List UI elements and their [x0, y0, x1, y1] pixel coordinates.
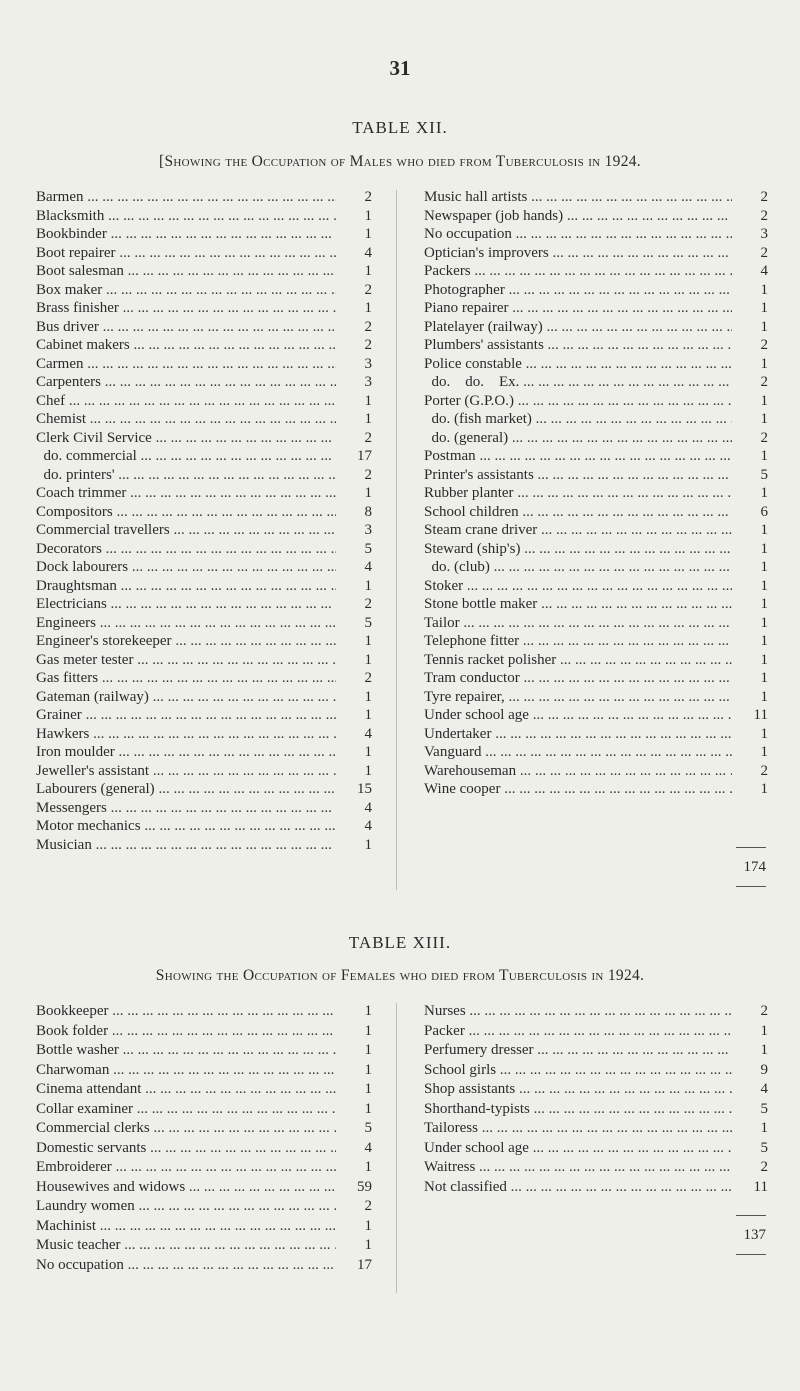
- occupation-label: Boot repairer ... .: [36, 245, 336, 262]
- death-count: 3: [364, 355, 372, 372]
- occupation-label: Clerk Civil Service ... .: [36, 430, 336, 447]
- death-count: 1: [364, 744, 372, 760]
- occupation-label: Cinema attendant ... .: [36, 1081, 336, 1098]
- death-count: 3: [364, 522, 372, 538]
- table-row: [424, 1179, 768, 1199]
- death-count: 1: [760, 300, 768, 316]
- death-count: 2: [760, 207, 768, 224]
- death-count: 9: [760, 1061, 768, 1078]
- occupation-label: Shorthand-typists ... .: [424, 1101, 732, 1118]
- occupation-label: Waitress ... .: [424, 1159, 732, 1176]
- death-count: 4: [364, 559, 372, 575]
- occupation-label: Police constable ... .: [424, 356, 732, 373]
- occupation-label: Labourers (general) ... .: [36, 781, 336, 798]
- table-row: [36, 411, 372, 431]
- occupation-label: No occupation ... .: [36, 1257, 336, 1274]
- occupation-label: Nurses ... .: [424, 1003, 732, 1020]
- death-count: 11: [753, 707, 768, 723]
- occupation-label: Charwoman ... .: [36, 1062, 336, 1079]
- death-count: 1: [364, 651, 372, 668]
- death-count: 1: [364, 762, 372, 779]
- table-row: [424, 726, 768, 746]
- death-count: 2: [760, 244, 768, 261]
- death-count: 1: [760, 448, 768, 464]
- occupation-label: Chef ... .: [36, 393, 336, 410]
- death-count: 1: [364, 577, 372, 594]
- table-xii-column-divider: [396, 190, 397, 890]
- death-count: 2: [760, 189, 768, 205]
- death-count: 1: [760, 559, 768, 575]
- table-row: [424, 744, 768, 764]
- table-row: [36, 781, 372, 801]
- table-row: [424, 393, 768, 413]
- occupation-label: Vanguard ... .: [424, 744, 732, 761]
- occupation-label: Music hall artists ... .: [424, 189, 732, 206]
- table-row: [424, 1042, 768, 1062]
- table-row: [424, 541, 768, 561]
- table-row: [36, 1101, 372, 1121]
- occupation-label: Tyre repairer, ... .: [424, 689, 732, 706]
- death-count: 8: [364, 503, 372, 520]
- occupation-label: Engineer's storekeeper ... .: [36, 633, 336, 650]
- death-count: 2: [364, 281, 372, 298]
- table-row: [424, 282, 768, 302]
- death-count: 2: [760, 762, 768, 779]
- occupation-label: Rubber planter ... .: [424, 485, 732, 502]
- occupation-label: Commercial travellers ... .: [36, 522, 336, 539]
- occupation-label: Platelayer (railway) ... .: [424, 319, 732, 336]
- occupation-label: Shop assistants ... .: [424, 1081, 732, 1098]
- table-row: [36, 300, 372, 320]
- table-row: [36, 208, 372, 228]
- death-count: 3: [364, 374, 372, 390]
- occupation-label: Stoker ... .: [424, 578, 732, 595]
- table-row: [424, 763, 768, 783]
- table-row: [36, 430, 372, 450]
- table-row: [36, 337, 372, 357]
- occupation-label: Hawkers ... .: [36, 726, 336, 743]
- table-row: [36, 467, 372, 487]
- occupation-label: Barmen ... .: [36, 189, 336, 206]
- death-count: 2: [760, 1003, 768, 1019]
- death-count: 1: [760, 744, 768, 760]
- occupation-label: Photographer ... .: [424, 282, 732, 299]
- table-row: [36, 1062, 372, 1082]
- occupation-label: do. (fish market) ... .: [424, 411, 732, 428]
- death-count: 6: [760, 503, 768, 520]
- table-row: [424, 1101, 768, 1121]
- occupation-label: Brass finisher ... .: [36, 300, 336, 317]
- table-row: [36, 319, 372, 339]
- occupation-label: Steward (ship's) ... .: [424, 541, 732, 558]
- death-count: 2: [760, 429, 768, 446]
- occupation-label: Iron moulder ... .: [36, 744, 336, 761]
- death-count: 1: [760, 1120, 768, 1136]
- death-count: 2: [760, 1159, 768, 1175]
- table-row: [36, 1081, 372, 1101]
- table-row: [424, 189, 768, 209]
- table-row: [424, 596, 768, 616]
- occupation-label: Bookkeeper ... .: [36, 1003, 336, 1020]
- table-row: [424, 781, 768, 801]
- occupation-label: Domestic servants ... .: [36, 1140, 336, 1157]
- death-count: 1: [364, 485, 372, 501]
- table-row: [36, 837, 372, 857]
- table-xii-caption: [Showing the Occupation of Males who died from Tuberculosis in 1924.: [159, 153, 641, 170]
- table-xiii-caption: Showing the Occupation of Females who died from Tuberculosis in 1924.: [155, 967, 645, 984]
- occupation-label: Music teacher ... .: [36, 1237, 336, 1254]
- occupation-label: Embroiderer ... .: [36, 1159, 336, 1176]
- death-count: 1: [760, 281, 768, 298]
- death-count: 1: [364, 1100, 372, 1117]
- death-count: 2: [364, 337, 372, 353]
- occupation-label: Carmen ... .: [36, 356, 336, 373]
- table-xiii-total-underline: [736, 1254, 766, 1255]
- occupation-label: Jeweller's assistant ... .: [36, 763, 336, 780]
- table-row: [424, 707, 768, 727]
- table-row: [424, 263, 768, 283]
- death-count: 2: [364, 189, 372, 205]
- death-count: 1: [760, 577, 768, 594]
- table-row: [36, 689, 372, 709]
- occupation-label: Chemist ... .: [36, 411, 336, 428]
- death-count: 1: [760, 411, 768, 427]
- death-count: 4: [364, 799, 372, 816]
- occupation-label: Not classified ... .: [424, 1179, 732, 1196]
- occupation-label: Telephone fitter ... .: [424, 633, 732, 650]
- table-xiii-column-divider: [396, 1003, 397, 1293]
- death-count: 1: [364, 1081, 372, 1097]
- table-row: [424, 411, 768, 431]
- occupation-label: Housewives and widows ... .: [36, 1179, 336, 1196]
- occupation-label: Book folder ... .: [36, 1023, 336, 1040]
- table-row: [424, 337, 768, 357]
- occupation-label: Musician ... .: [36, 837, 336, 854]
- death-count: 1: [364, 1003, 372, 1019]
- occupation-label: Motor mechanics ... .: [36, 818, 336, 835]
- death-count: 1: [760, 392, 768, 409]
- table-row: [424, 670, 768, 690]
- death-count: 1: [760, 688, 768, 705]
- death-count: 4: [364, 725, 372, 742]
- table-row: [36, 707, 372, 727]
- table-row: [424, 1081, 768, 1101]
- table-row: [36, 1179, 372, 1199]
- table-row: [36, 282, 372, 302]
- occupation-label: Optician's improvers ... .: [424, 245, 732, 262]
- occupation-label: Grainer ... .: [36, 707, 336, 724]
- occupation-label: Newspaper (job hands) ... .: [424, 208, 732, 225]
- table-row: [424, 1062, 768, 1082]
- occupation-label: Decorators ... .: [36, 541, 336, 558]
- table-row: [36, 1237, 372, 1257]
- occupation-label: School children ... .: [424, 504, 732, 521]
- death-count: 1: [760, 725, 768, 742]
- death-count: 5: [760, 1100, 768, 1117]
- death-count: 1: [760, 485, 768, 501]
- death-count: 17: [357, 1256, 372, 1273]
- death-count: 2: [364, 466, 372, 483]
- death-count: 1: [760, 651, 768, 668]
- table-row: [424, 689, 768, 709]
- table-row: [36, 522, 372, 542]
- death-count: 4: [364, 818, 372, 834]
- table-row: [36, 670, 372, 690]
- table-row: [36, 596, 372, 616]
- table-row: [424, 578, 768, 598]
- occupation-label: Tailor ... .: [424, 615, 732, 632]
- occupation-label: Steam crane driver ... .: [424, 522, 732, 539]
- table-row: [36, 263, 372, 283]
- death-count: 1: [364, 1042, 372, 1058]
- table-xii-title: TABLE XII.: [352, 118, 448, 137]
- death-count: 4: [760, 1081, 768, 1097]
- table-row: [36, 1218, 372, 1238]
- death-count: 2: [364, 596, 372, 612]
- death-count: 1: [760, 781, 768, 797]
- table-row: [36, 245, 372, 265]
- table-row: [424, 448, 768, 468]
- death-count: 1: [760, 1022, 768, 1039]
- death-count: 5: [364, 540, 372, 557]
- death-count: 1: [364, 633, 372, 649]
- death-count: 2: [364, 1198, 372, 1214]
- table-row: [36, 448, 372, 468]
- table-row: [36, 615, 372, 635]
- page-number: 31: [389, 56, 411, 80]
- death-count: 1: [364, 207, 372, 224]
- table-row: [424, 245, 768, 265]
- death-count: 1: [364, 1237, 372, 1253]
- occupation-label: Electricians ... .: [36, 596, 336, 613]
- table-row: [36, 578, 372, 598]
- death-count: 4: [760, 263, 768, 279]
- death-count: 1: [364, 707, 372, 723]
- occupation-label: Under school age ... .: [424, 707, 732, 724]
- death-count: 5: [760, 1139, 768, 1156]
- table-row: [424, 226, 768, 246]
- table-row: [424, 356, 768, 376]
- table-xiii-sum-line: [736, 1215, 766, 1216]
- death-count: 1: [364, 226, 372, 242]
- death-count: 1: [760, 355, 768, 372]
- table-row: [424, 430, 768, 450]
- occupation-label: Laundry women ... .: [36, 1198, 336, 1215]
- table-row: [36, 800, 372, 820]
- table-row: [424, 485, 768, 505]
- table-row: [424, 522, 768, 542]
- death-count: 1: [364, 411, 372, 427]
- occupation-label: No occupation ... .: [424, 226, 732, 243]
- death-count: 1: [760, 540, 768, 557]
- occupation-label: Bookbinder ... .: [36, 226, 336, 243]
- occupation-label: Gateman (railway) ... .: [36, 689, 336, 706]
- occupation-label: Boot salesman ... .: [36, 263, 336, 280]
- occupation-label: Engineers ... .: [36, 615, 336, 632]
- table-row: [424, 615, 768, 635]
- occupation-label: Commercial clerks ... .: [36, 1120, 336, 1137]
- occupation-label: Dock labourers ... .: [36, 559, 336, 576]
- occupation-label: Bottle washer ... .: [36, 1042, 336, 1059]
- death-count: 1: [760, 596, 768, 612]
- table-row: [36, 1023, 372, 1043]
- table-row: [424, 374, 768, 394]
- occupation-label: Postman ... .: [424, 448, 732, 465]
- occupation-label: Messengers ... .: [36, 800, 336, 817]
- table-row: [424, 1120, 768, 1140]
- occupation-label: Plumbers' assistants ... .: [424, 337, 732, 354]
- table-row: [36, 485, 372, 505]
- death-count: 1: [760, 1042, 768, 1058]
- occupation-label: Blacksmith ... .: [36, 208, 336, 225]
- occupation-label: Collar examiner ... .: [36, 1101, 336, 1118]
- occupation-label: Stone bottle maker ... .: [424, 596, 732, 613]
- occupation-label: Porter (G.P.O.) ... .: [424, 393, 732, 410]
- death-count: 1: [364, 392, 372, 409]
- occupation-label: Cabinet makers ... .: [36, 337, 336, 354]
- table-row: [36, 744, 372, 764]
- death-count: 2: [364, 429, 372, 446]
- table-row: [424, 319, 768, 339]
- death-count: 5: [364, 614, 372, 631]
- death-count: 11: [753, 1178, 768, 1195]
- occupation-label: Gas fitters ... .: [36, 670, 336, 687]
- table-row: [36, 226, 372, 246]
- death-count: 1: [364, 1217, 372, 1234]
- occupation-label: Tennis racket polisher ... .: [424, 652, 732, 669]
- occupation-label: School girls ... .: [424, 1062, 732, 1079]
- occupation-label: Carpenters ... .: [36, 374, 336, 391]
- death-count: 1: [760, 670, 768, 686]
- death-count: 2: [364, 670, 372, 686]
- death-count: 1: [760, 522, 768, 538]
- table-row: [36, 559, 372, 579]
- death-count: 15: [357, 781, 372, 797]
- table-row: [424, 1140, 768, 1160]
- table-row: [36, 763, 372, 783]
- table-xiii-title: TABLE XIII.: [348, 933, 452, 952]
- death-count: 1: [364, 1061, 372, 1078]
- death-count: 1: [760, 633, 768, 649]
- occupation-label: do. printers' ... .: [36, 467, 336, 484]
- table-row: [424, 559, 768, 579]
- table-row: [424, 208, 768, 228]
- occupation-label: do. do. Ex. ... .: [424, 374, 732, 391]
- table-row: [424, 652, 768, 672]
- death-count: 3: [760, 226, 768, 242]
- death-count: 2: [760, 337, 768, 353]
- death-count: 1: [364, 688, 372, 705]
- table-row: [424, 1159, 768, 1179]
- table-row: [424, 633, 768, 653]
- occupation-label: Bus driver ... .: [36, 319, 336, 336]
- table-row: [36, 356, 372, 376]
- table-row: [36, 1159, 372, 1179]
- death-count: 1: [364, 263, 372, 279]
- occupation-label: Box maker ... .: [36, 282, 336, 299]
- table-row: [424, 1023, 768, 1043]
- table-row: [424, 300, 768, 320]
- occupation-label: Perfumery dresser ... .: [424, 1042, 732, 1059]
- table-row: [36, 652, 372, 672]
- table-row: [36, 1257, 372, 1277]
- occupation-label: Packers ... .: [424, 263, 732, 280]
- death-count: 5: [760, 466, 768, 483]
- occupation-label: do. commercial ... .: [36, 448, 336, 465]
- table-row: [36, 633, 372, 653]
- death-count: 2: [364, 318, 372, 335]
- table-row: [424, 504, 768, 524]
- occupation-label: Machinist ... .: [36, 1218, 336, 1235]
- table-row: [36, 818, 372, 838]
- death-count: 1: [760, 318, 768, 335]
- occupation-label: Compositors ... .: [36, 504, 336, 521]
- occupation-label: Draughtsman ... .: [36, 578, 336, 595]
- table-row: [424, 467, 768, 487]
- occupation-label: Gas meter tester ... .: [36, 652, 336, 669]
- death-count: 4: [364, 1139, 372, 1156]
- occupation-label: Printer's assistants ... .: [424, 467, 732, 484]
- table-row: [36, 1042, 372, 1062]
- occupation-label: do. (general) ... .: [424, 430, 732, 447]
- table-row: [424, 1003, 768, 1023]
- occupation-label: Wine cooper ... .: [424, 781, 732, 798]
- death-count: 1: [364, 1022, 372, 1039]
- occupation-label: Tailoress ... .: [424, 1120, 732, 1137]
- death-count: 59: [357, 1178, 372, 1195]
- occupation-label: Coach trimmer ... .: [36, 485, 336, 502]
- table-row: [36, 1140, 372, 1160]
- death-count: 1: [364, 836, 372, 853]
- table-xii-total-underline: [736, 886, 766, 887]
- table-row: [36, 726, 372, 746]
- occupation-label: Under school age ... .: [424, 1140, 732, 1157]
- occupation-label: Warehouseman ... .: [424, 763, 732, 780]
- table-xiii-total: 137: [743, 1227, 766, 1243]
- table-xii-total: 174: [743, 859, 766, 875]
- table-row: [36, 541, 372, 561]
- occupation-label: Tram conductor ... .: [424, 670, 732, 687]
- occupation-label: do. (club) ... .: [424, 559, 732, 576]
- table-row: [36, 1120, 372, 1140]
- table-row: [36, 393, 372, 413]
- table-row: [36, 189, 372, 209]
- table-xii-sum-line: [736, 847, 766, 848]
- table-row: [36, 504, 372, 524]
- death-count: 1: [364, 300, 372, 316]
- occupation-label: Packer ... .: [424, 1023, 732, 1040]
- table-row: [36, 1198, 372, 1218]
- death-count: 5: [364, 1120, 372, 1136]
- table-row: [36, 374, 372, 394]
- occupation-label: Undertaker ... .: [424, 726, 732, 743]
- death-count: 4: [364, 244, 372, 261]
- occupation-label: Piano repairer ... .: [424, 300, 732, 317]
- death-count: 1: [760, 614, 768, 631]
- table-row: [36, 1003, 372, 1023]
- death-count: 1: [364, 1159, 372, 1175]
- death-count: 2: [760, 374, 768, 390]
- death-count: 17: [357, 448, 372, 464]
